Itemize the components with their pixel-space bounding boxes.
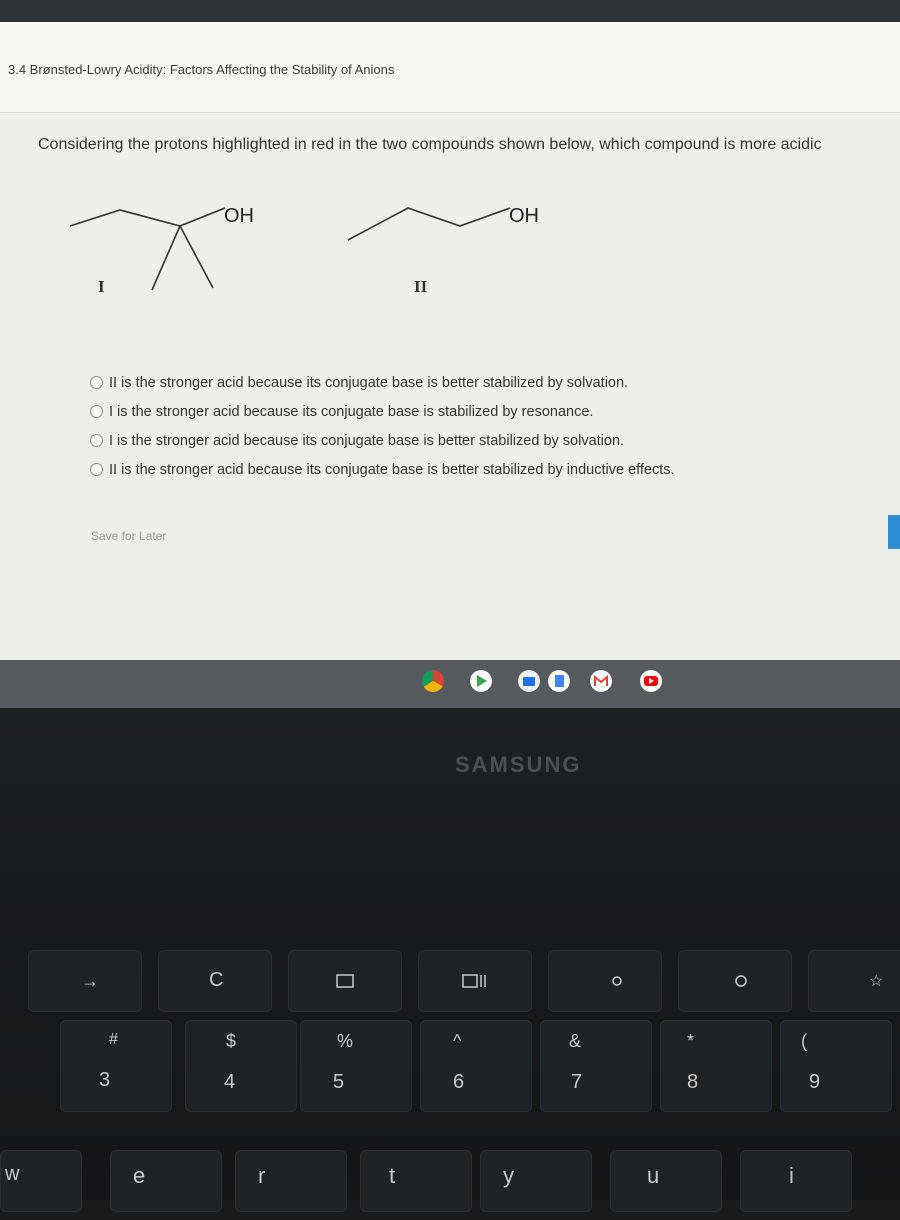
key-label: ☆ [869, 973, 884, 990]
compound-i-label: I [98, 277, 105, 296]
key-shift-label: $ [226, 1031, 237, 1051]
key-shift-label: & [569, 1031, 582, 1051]
answer-option-text: I is the stronger acid because its conjugate base is stabilized by resonance. [109, 403, 594, 420]
letter-key-row [0, 1150, 900, 1220]
function-key-row [0, 950, 900, 1020]
key-shift-label: ^ [453, 1031, 462, 1051]
answer-option-3[interactable] [90, 426, 675, 455]
answer-option-2[interactable] [90, 397, 675, 426]
key-shift-label: % [337, 1031, 354, 1051]
key-u[interactable] [610, 1150, 722, 1212]
key-shift-label: * [687, 1031, 695, 1051]
chrome-icon[interactable] [422, 670, 444, 692]
key-brightness-up[interactable] [678, 950, 792, 1012]
youtube-play-icon [640, 670, 662, 692]
answer-option-4[interactable] [90, 455, 675, 484]
key-overview[interactable] [418, 950, 532, 1012]
answer-option-text: II is the stronger acid because its conjugate base is better stabilized by inductive effects. [109, 461, 675, 478]
question-text: Considering the protons highlighted in red in the two compounds shown below, which compound is more acidic [38, 136, 822, 153]
key-label: 9 [809, 1071, 821, 1093]
key-r[interactable] [235, 1150, 347, 1212]
page-title: 3.4 Brønsted-Lowry Acidity: Factors Affecting the Stability of Anions [8, 62, 395, 77]
fullscreen-icon [289, 951, 401, 1011]
key-label: e [133, 1163, 146, 1188]
compound-ii-oh-label: OH [509, 205, 539, 227]
doc-icon [548, 670, 570, 692]
key-label: y [503, 1163, 514, 1188]
gmail-icon[interactable] [590, 670, 612, 692]
key-t[interactable] [360, 1150, 472, 1212]
key-label: 8 [687, 1071, 699, 1093]
key-label: r [258, 1163, 266, 1188]
radio-button[interactable] [90, 405, 103, 418]
play-triangle-icon [470, 670, 492, 692]
key-fullscreen[interactable] [288, 950, 402, 1012]
key-i[interactable] [740, 1150, 852, 1212]
key-e[interactable] [110, 1150, 222, 1212]
key-label: 3 [99, 1069, 111, 1091]
side-panel-tab[interactable] [888, 515, 900, 549]
answer-option-text: II is the stronger acid because its conjugate base is better stabilized by solvation. [109, 374, 629, 391]
key-shift-label: # [109, 1031, 118, 1048]
key-label: t [389, 1163, 396, 1188]
number-key-row [0, 1020, 900, 1093]
answer-option-1[interactable] [90, 368, 675, 397]
key-w[interactable] [0, 1150, 82, 1212]
youtube-icon[interactable] [640, 670, 662, 692]
brightness-down-icon [549, 951, 661, 1011]
docs-icon[interactable] [548, 670, 570, 692]
key-label: w [5, 1163, 20, 1185]
key-6[interactable] [420, 1020, 532, 1112]
key-mute[interactable] [808, 950, 900, 1012]
compound-structures [0, 180, 900, 300]
brand-logo: SAMSUNG [455, 752, 582, 777]
key-5[interactable] [300, 1020, 412, 1112]
key-label: i [789, 1163, 794, 1188]
radio-button[interactable] [90, 434, 103, 447]
key-label: 7 [571, 1071, 583, 1093]
assignment-header [0, 22, 900, 113]
key-brightness-down[interactable] [548, 950, 662, 1012]
os-shelf [0, 660, 900, 708]
play-store-icon[interactable] [470, 670, 492, 692]
key-3[interactable] [60, 1020, 172, 1112]
compound-i-oh-label: OH [224, 205, 254, 227]
folder-icon [518, 670, 540, 692]
key-9[interactable] [780, 1020, 892, 1112]
files-icon[interactable] [518, 670, 540, 692]
key-y[interactable] [480, 1150, 592, 1212]
key-4[interactable] [185, 1020, 297, 1112]
compound-i-structure [70, 208, 225, 290]
key-label: → [81, 971, 99, 991]
radio-button[interactable] [90, 463, 103, 476]
radio-button[interactable] [90, 376, 103, 389]
key-label: 6 [453, 1071, 465, 1093]
key-label: 5 [333, 1071, 345, 1093]
key-refresh[interactable] [158, 950, 272, 1012]
answer-options [90, 368, 675, 484]
key-label: C [209, 969, 224, 991]
mail-icon [590, 670, 612, 692]
answer-option-text: I is the stronger acid because its conjugate base is better stabilized by solvation. [109, 432, 625, 449]
key-label: 4 [224, 1071, 236, 1093]
key-back[interactable] [28, 950, 142, 1012]
key-7[interactable] [540, 1020, 652, 1112]
key-shift-label: ( [801, 1031, 807, 1051]
brightness-up-icon [679, 951, 791, 1011]
key-8[interactable] [660, 1020, 772, 1112]
compound-ii-label: II [414, 277, 428, 296]
compound-ii-structure [348, 208, 510, 240]
window-top-bar [0, 0, 900, 22]
save-for-later-link[interactable]: Save for Later [91, 529, 167, 543]
overview-icon [419, 951, 531, 1011]
key-label: u [647, 1163, 660, 1188]
